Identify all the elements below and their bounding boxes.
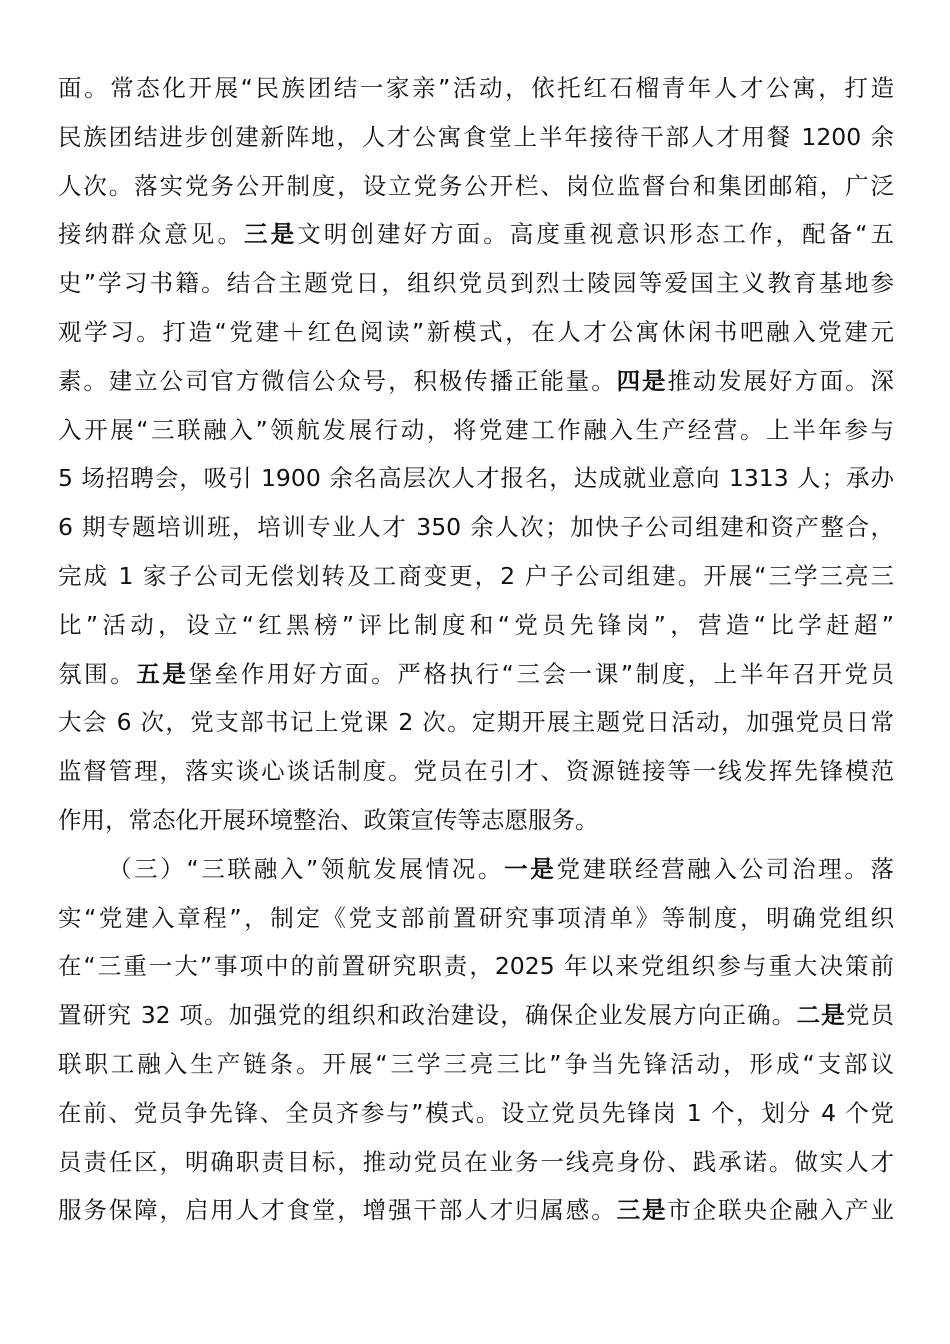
text-line: 大会 6 次，党支部书记上党课 2 次。定期开展主题党日活动，加强党员日常 [58,708,894,737]
text-line: 观学习。打造“党建＋红色阅读”新模式，在人才公寓休闲书吧融入党建元 [58,317,894,346]
text-line: 监督管理，落实谈心谈话制度。党员在引才、资源链接等一线发挥先锋模范 [58,757,894,786]
text-line: 置研究 32 项。加强党的组织和政治建设，确保企业发展方向正确。二是党员 [58,1001,894,1030]
bold-marker: 三是 [616,1196,668,1225]
text-line: 氛围。五是堡垒作用好方面。严格执行“三会一课”制度，上半年召开党员 [58,659,894,688]
bold-marker: 二是 [796,1001,846,1030]
text-line: 接纳群众意见。三是文明创建好方面。高度重视意识形态工作，配备“五 [58,220,894,249]
text-line: 联职工融入生产链条。开展“三学三亮三比”争当先锋活动，形成“支部议 [58,1049,894,1078]
text-line: 作用，常态化开展环境整治、政策宣传等志愿服务。 [58,805,599,834]
text-line: 服务保障，启用人才食堂，增强干部人才归属感。三是市企联央企融入产业 [58,1196,894,1225]
bold-marker: 五是 [136,659,189,688]
text-line: （三）“三联融入”领航发展情况。一是党建联经营融入公司治理。落 [108,854,894,883]
text-line: 比”活动，设立“红黑榜”评比制度和“党员先锋岗”，营造“比学赶超” [58,610,894,639]
text-line: 史”学习书籍。结合主题党日，组织党员到烈士陵园等爱国主义教育基地参 [58,269,894,298]
text-line: 5 场招聘会，吸引 1900 余名高层次人才报名，达成就业意向 1313 人；承办 [58,464,894,493]
bold-marker: 三是 [244,220,298,249]
text-line: 员责任区，明确职责目标，推动党员在业务一线亮身份、践承诺。做实人才 [58,1147,894,1176]
text-line: 民族团结进步创建新阵地，人才公寓食堂上半年接待干部人才用餐 1200 余 [58,122,894,151]
text-line: 面。常态化开展“民族团结一家亲”活动，依托红石榴青年人才公寓，打造 [58,74,894,102]
text-line: 人次。落实党务公开制度，设立党务公开栏、岗位监督台和集团邮箱，广泛 [58,171,894,200]
text-line: 入开展“三联融入”领航发展行动，将党建工作融入生产经营。上半年参与 [58,415,894,444]
text-line: 完成 1 家子公司无偿划转及工商变更，2 户子公司组建。开展“三学三亮三 [58,561,894,590]
text-line: 素。建立公司官方微信公众号，积极传播正能量。四是推动发展好方面。深 [58,366,894,395]
text-line: 6 期专题培训班，培训专业人才 350 余人次；加快子公司组建和资产整合， [58,513,894,542]
text-line: 实“党建入章程”，制定《党支部前置研究事项清单》等制度，明确党组织 [58,903,894,932]
bold-marker: 四是 [616,366,668,395]
text-line: 在前、党员争先锋、全员齐参与”模式。设立党员先锋岗 1 个，划分 4 个党 [58,1098,894,1127]
body-text [58,64,894,1235]
text-line: 在“三重一大”事项中的前置研究职责，2025 年以来党组织参与重大决策前 [58,952,894,981]
bold-marker: 一是 [504,854,557,883]
